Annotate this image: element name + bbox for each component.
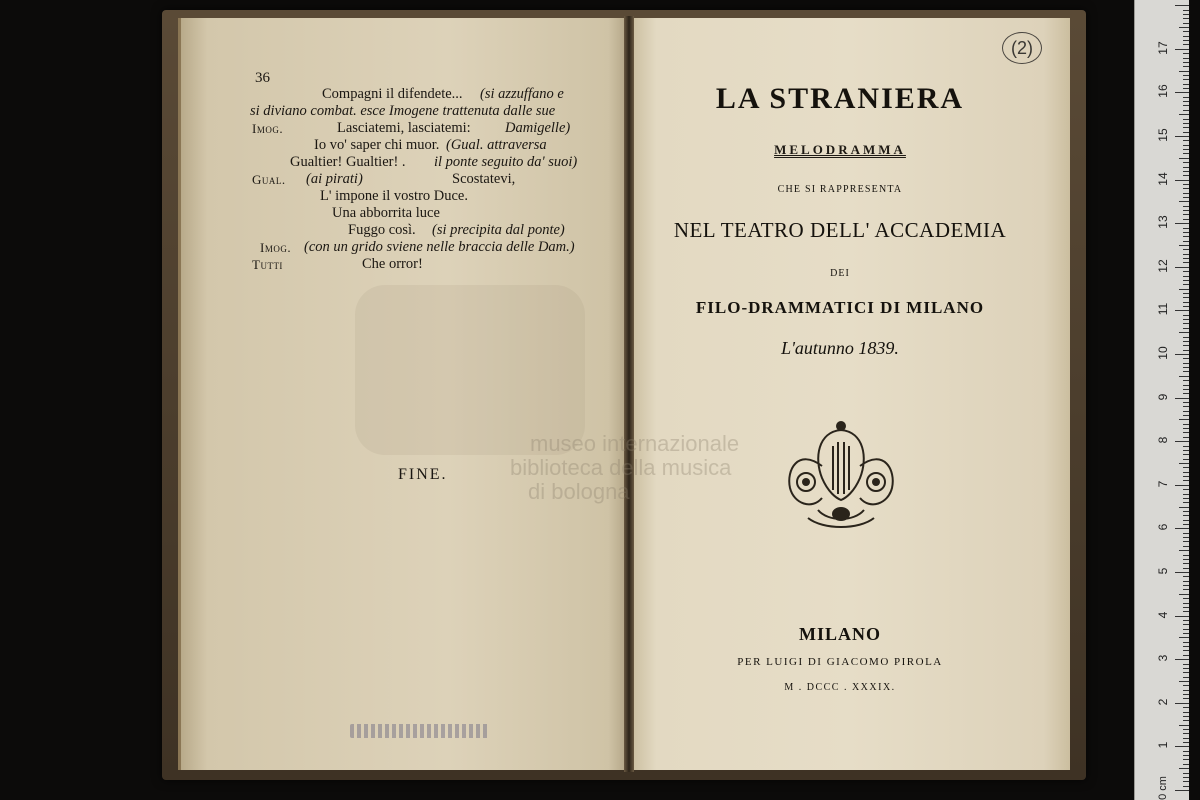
ruler-tick: [1183, 358, 1189, 359]
text-segment: Io vo' saper chi muor.: [314, 137, 440, 153]
ruler-tick: [1183, 193, 1189, 194]
ruler-tick: [1183, 241, 1189, 242]
ruler-tick: [1183, 153, 1189, 154]
watermark-line-2: biblioteca della musica: [510, 455, 732, 480]
ruler-tick: [1183, 175, 1189, 176]
text-segment: Che orror!: [362, 256, 423, 272]
text-segment: Damigelle): [505, 120, 571, 136]
libretto-text: [252, 66, 597, 273]
ruler-tick: [1183, 759, 1189, 760]
ruler-tick: [1183, 110, 1189, 111]
ruler-tick: [1183, 786, 1189, 787]
ruler-tick: [1175, 310, 1189, 311]
ruler-tick: [1183, 280, 1189, 281]
ruler-tick: [1183, 698, 1189, 699]
ruler-tick: [1183, 624, 1189, 625]
ruler-number: 16: [1156, 84, 1170, 99]
ruler-tick: [1175, 441, 1189, 442]
ruler-tick: [1183, 105, 1189, 106]
ruler-tick: [1183, 315, 1189, 316]
ruler-tick: [1183, 188, 1189, 189]
ruler-tick: [1183, 167, 1189, 168]
watermark-line-1: museo internazionale: [530, 431, 740, 456]
ruler-tick: [1183, 232, 1189, 233]
ruler-tick: [1183, 84, 1189, 85]
ruler-number: 1: [1156, 742, 1170, 749]
ruler-tick: [1179, 289, 1189, 290]
ruler-tick: [1183, 581, 1189, 582]
text-segment: Tutti: [252, 257, 283, 272]
ruler-tick: [1183, 781, 1189, 782]
ruler-tick: [1179, 463, 1189, 464]
book-gutter: [624, 16, 634, 772]
ruler-tick: [1179, 768, 1189, 769]
ruler-tick: [1179, 507, 1189, 508]
ruler-tick: [1183, 467, 1189, 468]
ruler-tick: [1183, 53, 1189, 54]
ruler-number: 8: [1156, 436, 1170, 444]
ruler-tick: [1183, 716, 1189, 717]
handwritten-note: (2): [1002, 32, 1042, 64]
ruler-tick: [1183, 262, 1189, 263]
text-segment: Una abborrita luce: [332, 205, 440, 221]
ruler-tick: [1183, 258, 1189, 259]
ruler-tick: [1175, 616, 1189, 617]
text-segment: Lasciatemi, lasciatemi:: [337, 120, 471, 136]
ruler-tick: [1179, 594, 1189, 595]
ruler-tick: [1175, 49, 1189, 50]
city: MILANO: [799, 624, 881, 644]
ruler-tick: [1175, 136, 1189, 137]
text-segment: Fuggo così.: [348, 222, 416, 238]
ruler-tick: [1183, 655, 1189, 656]
text-segment: L' impone il vostro Duce.: [320, 188, 468, 204]
ruler-number: 2: [1156, 698, 1170, 706]
ruler-tick: [1183, 607, 1189, 608]
ruler-tick: [1183, 66, 1189, 67]
ruler-tick: [1183, 437, 1189, 438]
ruler-tick: [1183, 738, 1189, 739]
text-line: [252, 239, 597, 256]
ruler-tick: [1183, 533, 1189, 534]
ruler-tick: [1183, 629, 1189, 630]
text-line: [252, 222, 597, 239]
ruler-tick: [1183, 685, 1189, 686]
ruler-tick: [1183, 563, 1189, 564]
ruler-tick: [1183, 284, 1189, 285]
ruler-tick: [1183, 337, 1189, 338]
ruler-tick: [1179, 245, 1189, 246]
ruler-tick: [1183, 197, 1189, 198]
ruler-tick: [1183, 10, 1189, 11]
text-line: [252, 256, 597, 273]
ruler-tick: [1183, 18, 1189, 19]
ruler-tick: [1183, 773, 1189, 774]
ruler-tick: [1183, 603, 1189, 604]
watermark-line-3: di bologna: [528, 479, 630, 504]
ruler-tick: [1183, 75, 1189, 76]
ruler-tick: [1183, 646, 1189, 647]
ruler-tick: [1183, 44, 1189, 45]
ruler-tick: [1183, 140, 1189, 141]
ruler-tick: [1183, 690, 1189, 691]
ruler-tick: [1179, 419, 1189, 420]
text-segment: (con un grido sviene nelle braccia delle Dam.): [304, 239, 575, 255]
ruler-tick: [1183, 720, 1189, 721]
ruler-tick: [1183, 428, 1189, 429]
measuring-ruler: [1134, 0, 1189, 800]
ruler-tick: [1175, 572, 1189, 573]
company-line: FILO-DRAMMATICI DI MILANO: [695, 298, 985, 317]
ruler-tick: [1183, 598, 1189, 599]
ruler-tick: [1175, 267, 1189, 268]
ruler-tick: [1183, 341, 1189, 342]
ruler-tick: [1183, 306, 1189, 307]
ruler-tick: [1179, 550, 1189, 551]
ruler-tick: [1183, 568, 1189, 569]
ruler-tick: [1183, 40, 1189, 41]
ruler-tick: [1183, 555, 1189, 556]
ruler-tick: [1183, 672, 1189, 673]
ruler-tick: [1175, 659, 1189, 660]
ruler-number: 15: [1156, 128, 1170, 142]
text-segment: Gualtier! Gualtier! .: [290, 154, 406, 170]
ruler-tick: [1183, 585, 1189, 586]
text-segment: Scostatevi,: [452, 171, 516, 187]
ruler-tick: [1183, 385, 1189, 386]
ruler-tick: [1183, 664, 1189, 665]
ruler-tick: [1183, 345, 1189, 346]
ruler-tick: [1183, 62, 1189, 63]
text-line: [252, 103, 597, 120]
ruler-tick: [1183, 642, 1189, 643]
ruler-tick: [1183, 328, 1189, 329]
ruler-tick: [1183, 650, 1189, 651]
ruler-tick: [1183, 480, 1189, 481]
ruler-number: 12: [1156, 259, 1170, 273]
ruler-tick: [1183, 249, 1189, 250]
dei-line: DEI: [830, 268, 850, 279]
ruler-tick: [1183, 302, 1189, 303]
ruler-tick: [1175, 746, 1189, 747]
watermark: [510, 431, 820, 504]
ruler-tick: [1183, 764, 1189, 765]
ruler-tick: [1183, 14, 1189, 15]
ruler-tick: [1183, 393, 1189, 394]
ruler-tick: [1183, 236, 1189, 237]
printer: PER LUIGI DI GIACOMO PIROLA: [737, 656, 943, 668]
ruler-tick: [1179, 27, 1189, 28]
text-segment: si diviano combat. esce Imogene trattenuta dalle sue: [250, 103, 556, 119]
ruler-tick: [1183, 494, 1189, 495]
ruler-tick: [1183, 446, 1189, 447]
ruler-tick: [1183, 511, 1189, 512]
ruler-tick: [1183, 350, 1189, 351]
ruler-tick: [1183, 546, 1189, 547]
ruler-tick: [1183, 132, 1189, 133]
ruler-tick: [1183, 589, 1189, 590]
ruler-tick: [1183, 101, 1189, 102]
ruler-tick: [1183, 677, 1189, 678]
ruler-tick: [1183, 123, 1189, 124]
ruler-tick: [1179, 681, 1189, 682]
end-text: FINE.: [398, 466, 448, 483]
text-segment: Imog.: [252, 121, 284, 136]
ruler-number: 11: [1156, 303, 1170, 316]
ruler-tick: [1179, 71, 1189, 72]
ruler-tick: [1183, 363, 1189, 364]
page-number: 36: [255, 70, 270, 86]
text-line: [252, 137, 597, 154]
text-segment: (si precipita dal ponte): [432, 222, 565, 238]
ruler-tick: [1183, 454, 1189, 455]
ruler-tick: [1183, 537, 1189, 538]
ruler-tick: [1183, 742, 1189, 743]
ruler-tick: [1183, 459, 1189, 460]
ruler-tick: [1183, 729, 1189, 730]
ruler-tick: [1183, 559, 1189, 560]
ruler-tick: [1179, 376, 1189, 377]
ruler-tick: [1183, 58, 1189, 59]
ruler-tick: [1183, 323, 1189, 324]
ruler-tick: [1183, 576, 1189, 577]
watermark-logo: [355, 285, 585, 455]
ruler-tick: [1183, 119, 1189, 120]
ruler-tick: [1183, 694, 1189, 695]
ruler-tick: [1183, 611, 1189, 612]
title: LA STRANIERA: [715, 82, 965, 115]
ruler-tick: [1175, 223, 1189, 224]
ruler-tick: [1179, 637, 1189, 638]
text-segment: Compagni il difendete...: [322, 86, 463, 102]
ruler-tick: [1179, 725, 1189, 726]
ruler-number: 4: [1156, 611, 1170, 618]
ruler-tick: [1183, 79, 1189, 80]
ruler-tick: [1183, 707, 1189, 708]
text-line: [252, 120, 597, 137]
ruler-tick: [1183, 755, 1189, 756]
ruler-tick: [1183, 733, 1189, 734]
ruler-tick: [1183, 149, 1189, 150]
ruler-tick: [1183, 502, 1189, 503]
ruler-tick: [1183, 406, 1189, 407]
ruler-tick: [1179, 158, 1189, 159]
lyre-ornament-icon: [778, 418, 904, 534]
ruler-tick: [1183, 620, 1189, 621]
ruler-tick: [1175, 92, 1189, 93]
ruler-tick: [1179, 201, 1189, 202]
ruler-tick: [1183, 411, 1189, 412]
presented-line: CHE SI RAPPRESENTA: [777, 184, 903, 195]
season-line: L'autunno 1839.: [781, 338, 899, 358]
ruler-tick: [1175, 528, 1189, 529]
ruler-tick: [1183, 751, 1189, 752]
ruler-number: 5: [1156, 567, 1170, 575]
ruler-tick: [1183, 276, 1189, 277]
ruler-tick: [1179, 332, 1189, 333]
ruler-tick: [1175, 485, 1189, 486]
text-line: [252, 154, 597, 171]
ruler-tick: [1183, 171, 1189, 172]
text-line: [252, 171, 597, 188]
ruler-tick: [1183, 184, 1189, 185]
ruler-tick: [1175, 790, 1189, 791]
text-line: [252, 86, 597, 103]
ruler-tick: [1183, 498, 1189, 499]
ruler-tick: [1183, 450, 1189, 451]
ruler-tick: [1179, 114, 1189, 115]
text-line: [252, 205, 597, 222]
ruler-tick: [1183, 389, 1189, 390]
subtitle: MELODRAMMA: [774, 142, 906, 157]
ruler-tick: [1183, 712, 1189, 713]
ruler-tick: [1183, 127, 1189, 128]
text-segment: Gual.: [252, 172, 286, 187]
ruler-tick: [1183, 668, 1189, 669]
ruler-tick: [1183, 380, 1189, 381]
text-segment: (ai pirati): [306, 171, 363, 187]
ruler-tick: [1183, 228, 1189, 229]
ruler-tick: [1183, 97, 1189, 98]
ruler-tick: [1183, 31, 1189, 32]
ruler-tick: [1175, 703, 1189, 704]
ruler-tick: [1183, 319, 1189, 320]
ruler-tick: [1183, 219, 1189, 220]
ruler-tick: [1183, 293, 1189, 294]
ruler-tick: [1183, 297, 1189, 298]
ruler-number: 6: [1156, 524, 1170, 531]
text-segment: il ponte seguito da' suoi): [434, 154, 578, 170]
ruler-tick: [1183, 206, 1189, 207]
ruler-number: 17: [1156, 41, 1170, 55]
theatre-line: NEL TEATRO DELL' ACCADEMIA: [673, 218, 1007, 242]
ruler-tick: [1183, 210, 1189, 211]
ruler-tick: [1183, 402, 1189, 403]
library-stamp: [350, 724, 490, 738]
ruler-tick: [1183, 524, 1189, 525]
ruler-tick: [1183, 777, 1189, 778]
ruler-tick: [1183, 367, 1189, 368]
ruler-number: 14: [1156, 171, 1170, 186]
ruler-tick: [1183, 254, 1189, 255]
ruler-tick: [1183, 214, 1189, 215]
ruler-tick: [1175, 354, 1189, 355]
ruler-tick: [1183, 371, 1189, 372]
text-line: [252, 188, 597, 205]
ruler-tick: [1183, 432, 1189, 433]
text-segment: (Gual. attraversa: [446, 137, 547, 153]
year: M . DCCC . XXXIX.: [784, 682, 896, 693]
text-segment: (si azzuffano e: [480, 86, 564, 102]
ruler-number: 3: [1156, 654, 1170, 662]
ruler-tick: [1183, 515, 1189, 516]
ruler-tick: [1183, 415, 1189, 416]
ruler-number: 7: [1156, 480, 1170, 488]
ruler-tick: [1183, 520, 1189, 521]
ruler-tick: [1175, 398, 1189, 399]
ruler-unit: 0 cm: [1157, 776, 1170, 800]
ruler-tick: [1175, 180, 1189, 181]
ruler-tick: [1183, 476, 1189, 477]
ruler-number: 9: [1156, 393, 1170, 400]
ruler-tick: [1183, 36, 1189, 37]
ruler-tick: [1183, 88, 1189, 89]
text-segment: Imog.: [260, 240, 292, 255]
ruler-tick: [1183, 271, 1189, 272]
ruler-number: 13: [1156, 215, 1170, 229]
ruler-tick: [1183, 162, 1189, 163]
ruler-tick: [1183, 145, 1189, 146]
ruler-tick: [1183, 472, 1189, 473]
ruler-tick: [1183, 489, 1189, 490]
ruler-number: 10: [1156, 346, 1170, 360]
ruler-tick: [1183, 424, 1189, 425]
ruler-tick: [1175, 5, 1189, 6]
ruler-tick: [1183, 541, 1189, 542]
ruler-tick: [1183, 633, 1189, 634]
ruler-tick: [1183, 23, 1189, 24]
